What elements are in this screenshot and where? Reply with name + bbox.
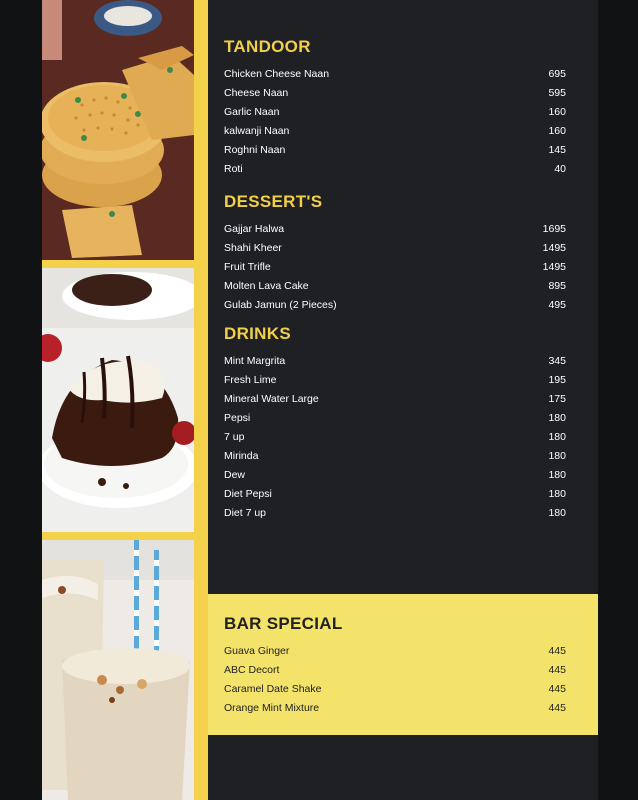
item-price: 180: [548, 411, 566, 424]
item-price: 695: [548, 67, 566, 80]
menu-item: [224, 446, 566, 465]
menu-item: [224, 102, 566, 121]
photo-strip: [42, 0, 208, 800]
item-price: 160: [548, 105, 566, 118]
menu-item: [224, 698, 566, 717]
item-price: 195: [548, 373, 566, 386]
item-price: 180: [548, 487, 566, 500]
menu-item: [224, 159, 566, 178]
drinks-title: DRINKS: [224, 324, 291, 343]
menu-item: [224, 121, 566, 140]
right-margin: [598, 0, 638, 800]
menu-item: [224, 484, 566, 503]
bar-special-panel: [208, 594, 598, 735]
bar-special-title: BAR SPECIAL: [224, 614, 343, 633]
item-name: Shahi Kheer: [224, 241, 282, 254]
item-price: 180: [548, 449, 566, 462]
item-price: 345: [548, 354, 566, 367]
item-name: Garlic Naan: [224, 105, 280, 118]
item-name: Fruit Trifle: [224, 260, 271, 273]
item-price: 495: [548, 298, 566, 311]
left-margin: [0, 0, 42, 800]
item-name: Cheese Naan: [224, 86, 289, 99]
item-price: 595: [548, 86, 566, 99]
menu-item: [224, 427, 566, 446]
desserts-title: DESSERT'S: [224, 192, 323, 211]
menu-item: [224, 64, 566, 83]
item-price: 180: [548, 506, 566, 519]
item-name: Guava Ginger: [224, 644, 290, 657]
item-name: Chicken Cheese Naan: [224, 67, 330, 80]
item-name: ABC Decort: [224, 663, 280, 676]
item-price: 160: [548, 124, 566, 137]
item-price: 145: [548, 143, 566, 156]
item-price: 40: [554, 162, 566, 175]
menu-item: [224, 295, 566, 314]
item-price: 1695: [542, 222, 566, 235]
menu-item: [224, 679, 566, 698]
item-price: 895: [548, 279, 566, 292]
item-price: 445: [548, 701, 566, 714]
menu-item: [224, 351, 566, 370]
lava-cake-photo: [42, 268, 194, 532]
item-name: Roghni Naan: [224, 143, 286, 156]
menu-item: [224, 660, 566, 679]
item-price: 1495: [542, 260, 566, 273]
menu-item: [224, 219, 566, 238]
menu-item: [224, 503, 566, 522]
item-name: 7 up: [224, 430, 245, 443]
menu-item: [224, 370, 566, 389]
item-price: 180: [548, 430, 566, 443]
menu-item: [224, 238, 566, 257]
item-name: Diet Pepsi: [224, 487, 272, 500]
item-name: Mineral Water Large: [224, 392, 319, 405]
menu-item: [224, 276, 566, 295]
item-name: kalwanji Naan: [224, 124, 290, 137]
menu-item: [224, 465, 566, 484]
item-name: Gulab Jamun (2 Pieces): [224, 298, 337, 311]
menu-item: [224, 408, 566, 427]
item-name: Dew: [224, 468, 246, 481]
item-price: 180: [548, 468, 566, 481]
item-name: Gajjar Halwa: [224, 222, 285, 235]
item-name: Mirinda: [224, 449, 259, 462]
menu-item: [224, 641, 566, 660]
item-name: Pepsi: [224, 411, 251, 424]
item-name: Orange Mint Mixture: [224, 701, 320, 714]
menu-item: [224, 257, 566, 276]
item-price: 445: [548, 663, 566, 676]
item-name: Fresh Lime: [224, 373, 277, 386]
item-price: 175: [548, 392, 566, 405]
naan-photo: [42, 0, 194, 260]
item-name: Caramel Date Shake: [224, 682, 322, 695]
item-name: Roti: [224, 162, 243, 175]
item-price: 445: [548, 644, 566, 657]
item-price: 445: [548, 682, 566, 695]
menu-item: [224, 389, 566, 408]
item-name: Diet 7 up: [224, 506, 267, 519]
item-name: Mint Margrita: [224, 354, 286, 367]
item-price: 1495: [542, 241, 566, 254]
shake-photo: [42, 540, 194, 800]
menu-item: [224, 83, 566, 102]
item-name: Molten Lava Cake: [224, 279, 309, 292]
tandoor-title: TANDOOR: [224, 37, 311, 56]
menu-item: [224, 140, 566, 159]
